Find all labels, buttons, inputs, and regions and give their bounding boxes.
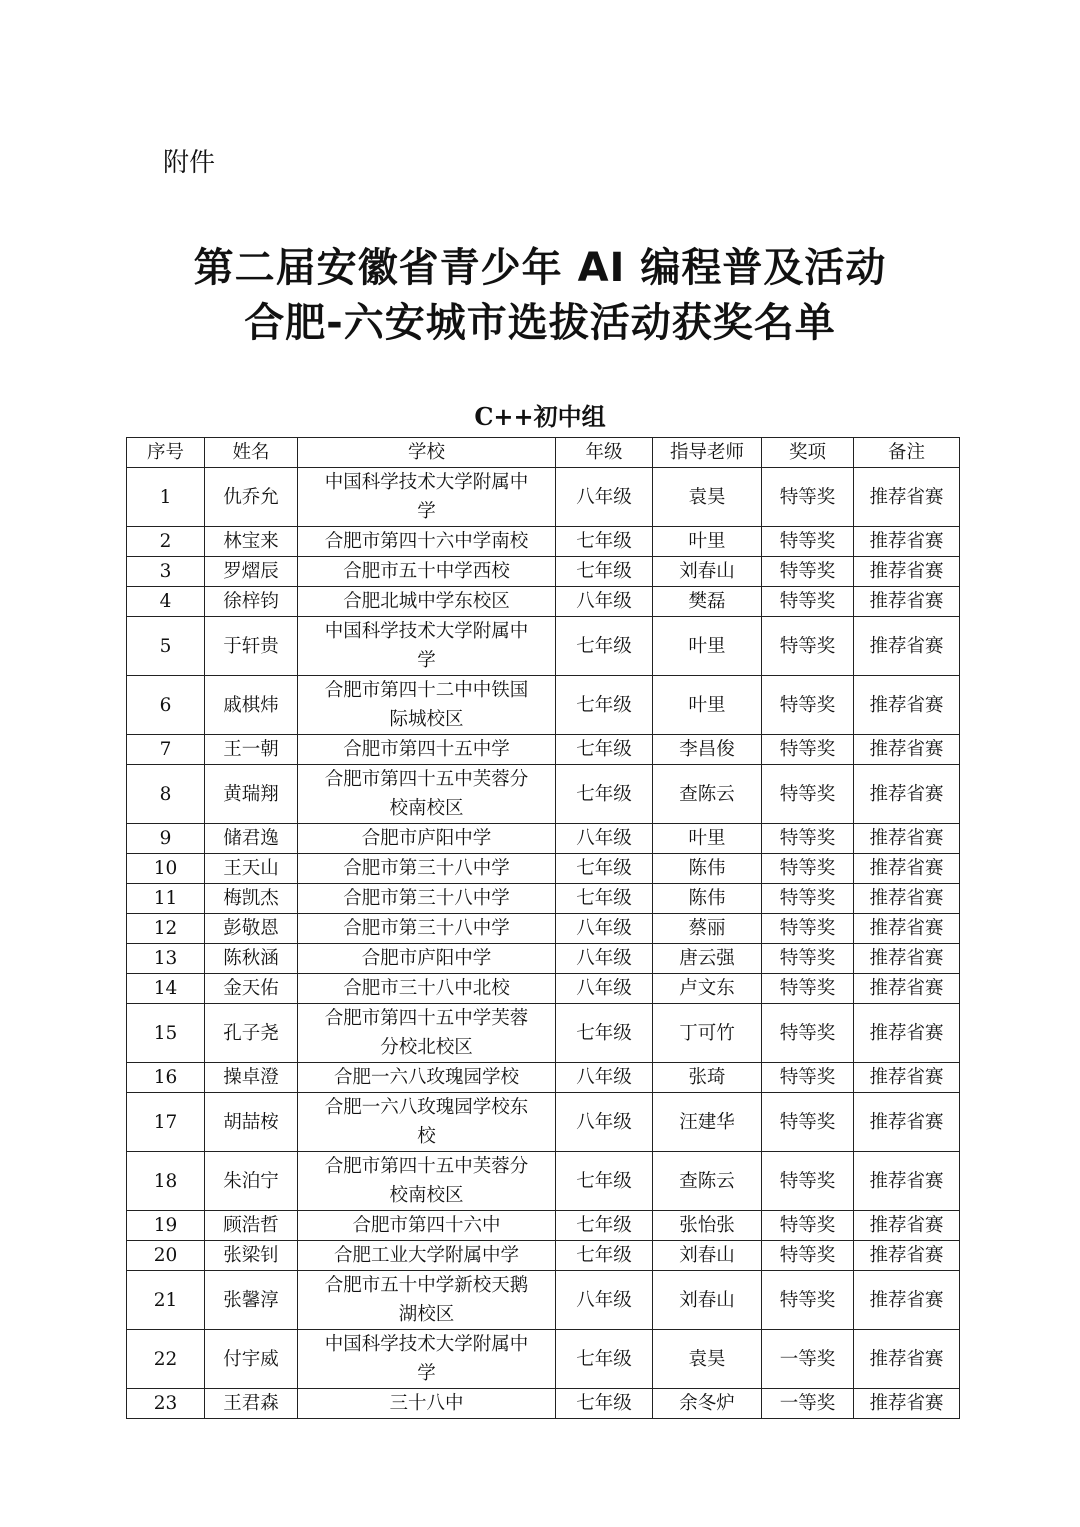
cell-note: 推荐省赛 (854, 587, 960, 617)
cell-award: 特等奖 (762, 1063, 854, 1093)
cell-no: 7 (127, 735, 205, 765)
school-line: 学 (417, 501, 436, 522)
cell-name: 朱泊宁 (205, 1152, 298, 1211)
school-line: 合肥市第三十八中学 (343, 918, 510, 939)
cell-grade: 七年级 (556, 617, 653, 676)
cell-name: 王天山 (205, 854, 298, 884)
cell-name: 操卓澄 (205, 1063, 298, 1093)
school-line: 合肥市五十中学西校 (343, 561, 510, 582)
cell-teacher: 刘春山 (653, 557, 762, 587)
cell-teacher: 查陈云 (653, 765, 762, 824)
cell-name: 张馨淳 (205, 1271, 298, 1330)
school-line: 合肥市第三十八中学 (343, 858, 510, 879)
table-row (127, 914, 960, 944)
school-line: 合肥市第四十五中学 (343, 739, 510, 760)
cell-teacher: 叶里 (653, 527, 762, 557)
cell-school (298, 1330, 556, 1389)
school-line: 合肥北城中学东校区 (343, 591, 510, 612)
cell-note: 推荐省赛 (854, 1152, 960, 1211)
section-title: C++初中组 (474, 402, 606, 431)
school-line: 合肥市庐阳中学 (361, 948, 492, 969)
cell-name: 陈秋涵 (205, 944, 298, 974)
cell-grade: 八年级 (556, 1271, 653, 1330)
cell-no: 2 (127, 527, 205, 557)
cell-grade: 七年级 (556, 1211, 653, 1241)
cell-grade: 八年级 (556, 1063, 653, 1093)
cell-teacher: 张琦 (653, 1063, 762, 1093)
cell-school (298, 1211, 556, 1241)
award-table (126, 437, 960, 1419)
cell-school (298, 1004, 556, 1063)
cell-note: 推荐省赛 (854, 854, 960, 884)
cell-award: 特等奖 (762, 944, 854, 974)
cell-school (298, 884, 556, 914)
cell-award: 特等奖 (762, 914, 854, 944)
school-line: 分校北校区 (380, 1037, 473, 1058)
cell-note: 推荐省赛 (854, 765, 960, 824)
school-line: 学 (417, 1363, 436, 1384)
cell-teacher: 查陈云 (653, 1152, 762, 1211)
cell-name: 王君森 (205, 1389, 298, 1419)
school-line: 合肥市三十八中北校 (343, 978, 510, 999)
school-line: 合肥市第四十五中芙蓉分 (324, 1156, 529, 1177)
school-line: 校南校区 (389, 1185, 464, 1206)
cell-no: 12 (127, 914, 205, 944)
school-line: 校 (417, 1126, 436, 1147)
school-line: 合肥市第四十五中芙蓉分 (324, 769, 529, 790)
cell-school (298, 676, 556, 735)
cell-grade: 七年级 (556, 1152, 653, 1211)
cell-award: 特等奖 (762, 824, 854, 854)
school-line: 合肥一六八玫瑰园学校东 (324, 1097, 529, 1118)
cell-no: 14 (127, 974, 205, 1004)
cell-name: 张梁钊 (205, 1241, 298, 1271)
cell-no: 1 (127, 468, 205, 527)
attachment-label: 附件 (163, 148, 216, 178)
cell-award: 特等奖 (762, 557, 854, 587)
school-line: 合肥市五十中学新校天鹅 (324, 1275, 529, 1296)
cell-no: 21 (127, 1271, 205, 1330)
cell-grade: 七年级 (556, 1330, 653, 1389)
table-row (127, 587, 960, 617)
column-header-teacher: 指导老师 (653, 438, 762, 468)
table-row (127, 468, 960, 527)
cell-grade: 八年级 (556, 914, 653, 944)
cell-school (298, 765, 556, 824)
table-row (127, 765, 960, 824)
school-line: 合肥市第四十二中中铁国 (324, 680, 529, 701)
cell-note: 推荐省赛 (854, 1063, 960, 1093)
cell-note: 推荐省赛 (854, 944, 960, 974)
cell-school (298, 854, 556, 884)
table-row (127, 1271, 960, 1330)
cell-note: 推荐省赛 (854, 1271, 960, 1330)
cell-school (298, 557, 556, 587)
cell-school (298, 587, 556, 617)
cell-note: 推荐省赛 (854, 824, 960, 854)
cell-name: 付宇威 (205, 1330, 298, 1389)
table-row (127, 1330, 960, 1389)
cell-note: 推荐省赛 (854, 1241, 960, 1271)
table-row (127, 824, 960, 854)
cell-no: 4 (127, 587, 205, 617)
cell-note: 推荐省赛 (854, 1211, 960, 1241)
cell-note: 推荐省赛 (854, 557, 960, 587)
cell-teacher: 陈伟 (653, 854, 762, 884)
cell-no: 10 (127, 854, 205, 884)
school-line: 合肥市第四十五中学芙蓉 (324, 1008, 529, 1029)
school-line: 中国科学技术大学附属中 (324, 472, 529, 493)
cell-grade: 八年级 (556, 468, 653, 527)
column-header-grade: 年级 (556, 438, 653, 468)
cell-note: 推荐省赛 (854, 527, 960, 557)
cell-name: 仇乔允 (205, 468, 298, 527)
cell-teacher: 刘春山 (653, 1241, 762, 1271)
cell-name: 徐梓钧 (205, 587, 298, 617)
document-title-line-1: 第二届安徽省青少年 AI 编程普及活动 (193, 245, 887, 291)
cell-grade: 七年级 (556, 1004, 653, 1063)
cell-teacher: 刘春山 (653, 1271, 762, 1330)
school-line: 三十八中 (389, 1393, 464, 1414)
table-row (127, 1093, 960, 1152)
document-title-line-2: 合肥-六安城市选拔活动获奖名单 (244, 300, 836, 346)
school-line: 合肥市第四十六中 (352, 1215, 501, 1236)
cell-no: 9 (127, 824, 205, 854)
column-header-no: 序号 (127, 438, 205, 468)
cell-grade: 八年级 (556, 1093, 653, 1152)
cell-no: 6 (127, 676, 205, 735)
cell-award: 特等奖 (762, 854, 854, 884)
school-line: 学 (417, 650, 436, 671)
table-row (127, 1211, 960, 1241)
cell-grade: 七年级 (556, 765, 653, 824)
cell-no: 19 (127, 1211, 205, 1241)
cell-name: 王一朝 (205, 735, 298, 765)
school-line: 合肥一六八玫瑰园学校 (333, 1067, 519, 1088)
school-line: 际城校区 (389, 709, 464, 730)
cell-name: 戚棋炜 (205, 676, 298, 735)
cell-grade: 七年级 (556, 735, 653, 765)
cell-note: 推荐省赛 (854, 884, 960, 914)
cell-note: 推荐省赛 (854, 974, 960, 1004)
cell-no: 20 (127, 1241, 205, 1271)
cell-name: 罗熠辰 (205, 557, 298, 587)
column-header-name: 姓名 (205, 438, 298, 468)
cell-name: 林宝来 (205, 527, 298, 557)
cell-teacher: 唐云强 (653, 944, 762, 974)
cell-no: 15 (127, 1004, 205, 1063)
school-line: 中国科学技术大学附属中 (324, 621, 529, 642)
cell-school (298, 527, 556, 557)
table-row (127, 1004, 960, 1063)
cell-school (298, 914, 556, 944)
cell-grade: 八年级 (556, 974, 653, 1004)
cell-award: 特等奖 (762, 1004, 854, 1063)
cell-note: 推荐省赛 (854, 1389, 960, 1419)
table-row (127, 1152, 960, 1211)
cell-no: 22 (127, 1330, 205, 1389)
cell-no: 23 (127, 1389, 205, 1419)
cell-school (298, 944, 556, 974)
cell-school (298, 735, 556, 765)
cell-grade: 八年级 (556, 824, 653, 854)
cell-teacher: 蔡丽 (653, 914, 762, 944)
cell-school (298, 1152, 556, 1211)
cell-grade: 七年级 (556, 884, 653, 914)
cell-note: 推荐省赛 (854, 735, 960, 765)
cell-award: 特等奖 (762, 587, 854, 617)
column-header-award: 奖项 (762, 438, 854, 468)
cell-no: 3 (127, 557, 205, 587)
table-header-row (127, 438, 960, 468)
cell-note: 推荐省赛 (854, 1330, 960, 1389)
cell-grade: 七年级 (556, 557, 653, 587)
cell-teacher: 汪建华 (653, 1093, 762, 1152)
cell-school (298, 617, 556, 676)
cell-no: 5 (127, 617, 205, 676)
school-line: 湖校区 (398, 1304, 455, 1325)
cell-award: 特等奖 (762, 1093, 854, 1152)
table-row (127, 944, 960, 974)
cell-school (298, 1063, 556, 1093)
cell-award: 特等奖 (762, 1271, 854, 1330)
cell-teacher: 樊磊 (653, 587, 762, 617)
cell-name: 金天佑 (205, 974, 298, 1004)
cell-no: 18 (127, 1152, 205, 1211)
cell-award: 一等奖 (762, 1330, 854, 1389)
table-body (127, 468, 960, 1419)
cell-note: 推荐省赛 (854, 468, 960, 527)
cell-teacher: 丁可竹 (653, 1004, 762, 1063)
cell-school (298, 1093, 556, 1152)
cell-teacher: 余冬炉 (653, 1389, 762, 1419)
cell-note: 推荐省赛 (854, 1093, 960, 1152)
cell-no: 11 (127, 884, 205, 914)
cell-award: 特等奖 (762, 735, 854, 765)
cell-name: 胡喆桉 (205, 1093, 298, 1152)
school-line: 合肥市庐阳中学 (361, 828, 492, 849)
cell-name: 梅凯杰 (205, 884, 298, 914)
cell-award: 特等奖 (762, 765, 854, 824)
cell-award: 特等奖 (762, 884, 854, 914)
cell-school (298, 1241, 556, 1271)
cell-teacher: 陈伟 (653, 884, 762, 914)
cell-award: 特等奖 (762, 468, 854, 527)
table-row (127, 1063, 960, 1093)
school-line: 合肥市第四十六中学南校 (324, 531, 529, 552)
cell-school (298, 468, 556, 527)
cell-teacher: 张怡张 (653, 1211, 762, 1241)
cell-award: 特等奖 (762, 1241, 854, 1271)
cell-note: 推荐省赛 (854, 617, 960, 676)
school-line: 合肥工业大学附属中学 (333, 1245, 519, 1266)
cell-note: 推荐省赛 (854, 1004, 960, 1063)
cell-grade: 七年级 (556, 527, 653, 557)
table-row (127, 735, 960, 765)
cell-no: 8 (127, 765, 205, 824)
cell-teacher: 叶里 (653, 617, 762, 676)
cell-award: 一等奖 (762, 1389, 854, 1419)
column-header-school: 学校 (298, 438, 556, 468)
cell-teacher: 叶里 (653, 676, 762, 735)
cell-school (298, 824, 556, 854)
cell-grade: 七年级 (556, 1389, 653, 1419)
cell-school (298, 1271, 556, 1330)
cell-grade: 八年级 (556, 587, 653, 617)
column-header-note: 备注 (854, 438, 960, 468)
cell-teacher: 李昌俊 (653, 735, 762, 765)
table-row (127, 1389, 960, 1419)
cell-teacher: 叶里 (653, 824, 762, 854)
school-line: 中国科学技术大学附属中 (324, 1334, 529, 1355)
cell-award: 特等奖 (762, 1211, 854, 1241)
cell-grade: 七年级 (556, 854, 653, 884)
table-row (127, 617, 960, 676)
cell-teacher: 袁昊 (653, 1330, 762, 1389)
cell-no: 13 (127, 944, 205, 974)
cell-school (298, 1389, 556, 1419)
table-row (127, 974, 960, 1004)
cell-school (298, 974, 556, 1004)
table-row (127, 676, 960, 735)
cell-grade: 八年级 (556, 944, 653, 974)
cell-award: 特等奖 (762, 974, 854, 1004)
table-row (127, 527, 960, 557)
table-row (127, 557, 960, 587)
table-row (127, 884, 960, 914)
cell-award: 特等奖 (762, 527, 854, 557)
cell-name: 黄瑞翔 (205, 765, 298, 824)
cell-no: 17 (127, 1093, 205, 1152)
cell-note: 推荐省赛 (854, 676, 960, 735)
cell-teacher: 卢文东 (653, 974, 762, 1004)
cell-grade: 七年级 (556, 676, 653, 735)
cell-name: 顾浩哲 (205, 1211, 298, 1241)
cell-name: 于轩贵 (205, 617, 298, 676)
cell-name: 彭敬恩 (205, 914, 298, 944)
table-row (127, 1241, 960, 1271)
school-line: 校南校区 (389, 798, 464, 819)
table-row (127, 854, 960, 884)
cell-name: 孔子尧 (205, 1004, 298, 1063)
cell-award: 特等奖 (762, 1152, 854, 1211)
school-line: 合肥市第三十八中学 (343, 888, 510, 909)
cell-note: 推荐省赛 (854, 914, 960, 944)
cell-award: 特等奖 (762, 676, 854, 735)
cell-no: 16 (127, 1063, 205, 1093)
cell-award: 特等奖 (762, 617, 854, 676)
cell-name: 储君逸 (205, 824, 298, 854)
cell-grade: 七年级 (556, 1241, 653, 1271)
cell-teacher: 袁昊 (653, 468, 762, 527)
